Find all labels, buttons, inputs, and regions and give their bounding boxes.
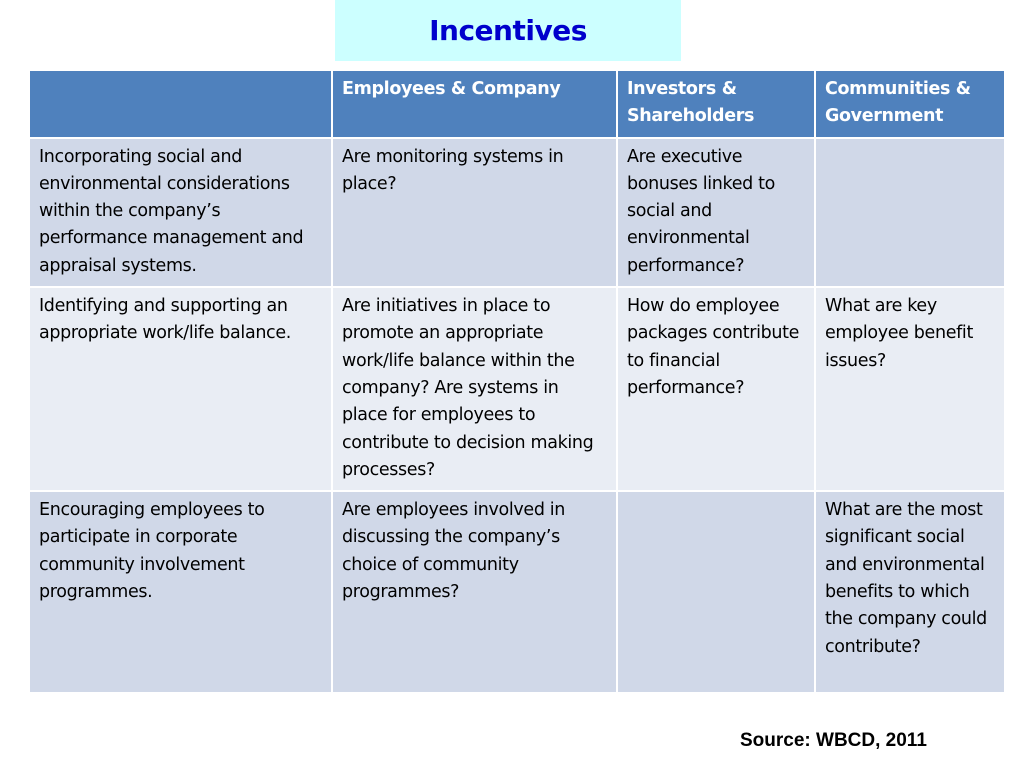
row-label-cell: Encouraging employees to participate in corporate community involvement programmes. bbox=[29, 491, 332, 693]
employees-company-cell: Are initiatives in place to promote an appropriate work/life balance within the company? Are systems in place for employees to contribute to decision making processes? bbox=[332, 287, 617, 491]
source-citation: Source: WBCD, 2011 bbox=[740, 730, 927, 751]
communities-government-cell: What are the most significant social and environmental benefits to which the company could contribute? bbox=[815, 491, 1005, 693]
table-row bbox=[29, 287, 1005, 491]
employees-company-cell: Are employees involved in discussing the company’s choice of community programmes? bbox=[332, 491, 617, 693]
header-cell-communities-government: Communities & Government bbox=[815, 70, 1005, 138]
header-cell-investors-shareholders: Investors & Shareholders bbox=[617, 70, 815, 138]
communities-government-cell bbox=[815, 138, 1005, 287]
row-label-cell: Incorporating social and environmental considerations within the company’s performance management and appraisal systems. bbox=[29, 138, 332, 287]
row-label-cell: Identifying and supporting an appropriate work/life balance. bbox=[29, 287, 332, 491]
table-row bbox=[29, 491, 1005, 693]
communities-government-cell: What are key employee benefit issues? bbox=[815, 287, 1005, 491]
table-row bbox=[29, 138, 1005, 287]
header-cell-employees-company: Employees & Company bbox=[332, 70, 617, 138]
title-banner bbox=[335, 0, 681, 61]
table-header-row bbox=[29, 70, 1005, 138]
page-title: Incentives bbox=[429, 14, 587, 47]
investors-shareholders-cell: Are executive bonuses linked to social and environmental performance? bbox=[617, 138, 815, 287]
investors-shareholders-cell: How do employee packages contribute to financial performance? bbox=[617, 287, 815, 491]
header-cell-blank bbox=[29, 70, 332, 138]
employees-company-cell: Are monitoring systems in place? bbox=[332, 138, 617, 287]
incentives-table bbox=[28, 69, 1006, 694]
investors-shareholders-cell bbox=[617, 491, 815, 693]
